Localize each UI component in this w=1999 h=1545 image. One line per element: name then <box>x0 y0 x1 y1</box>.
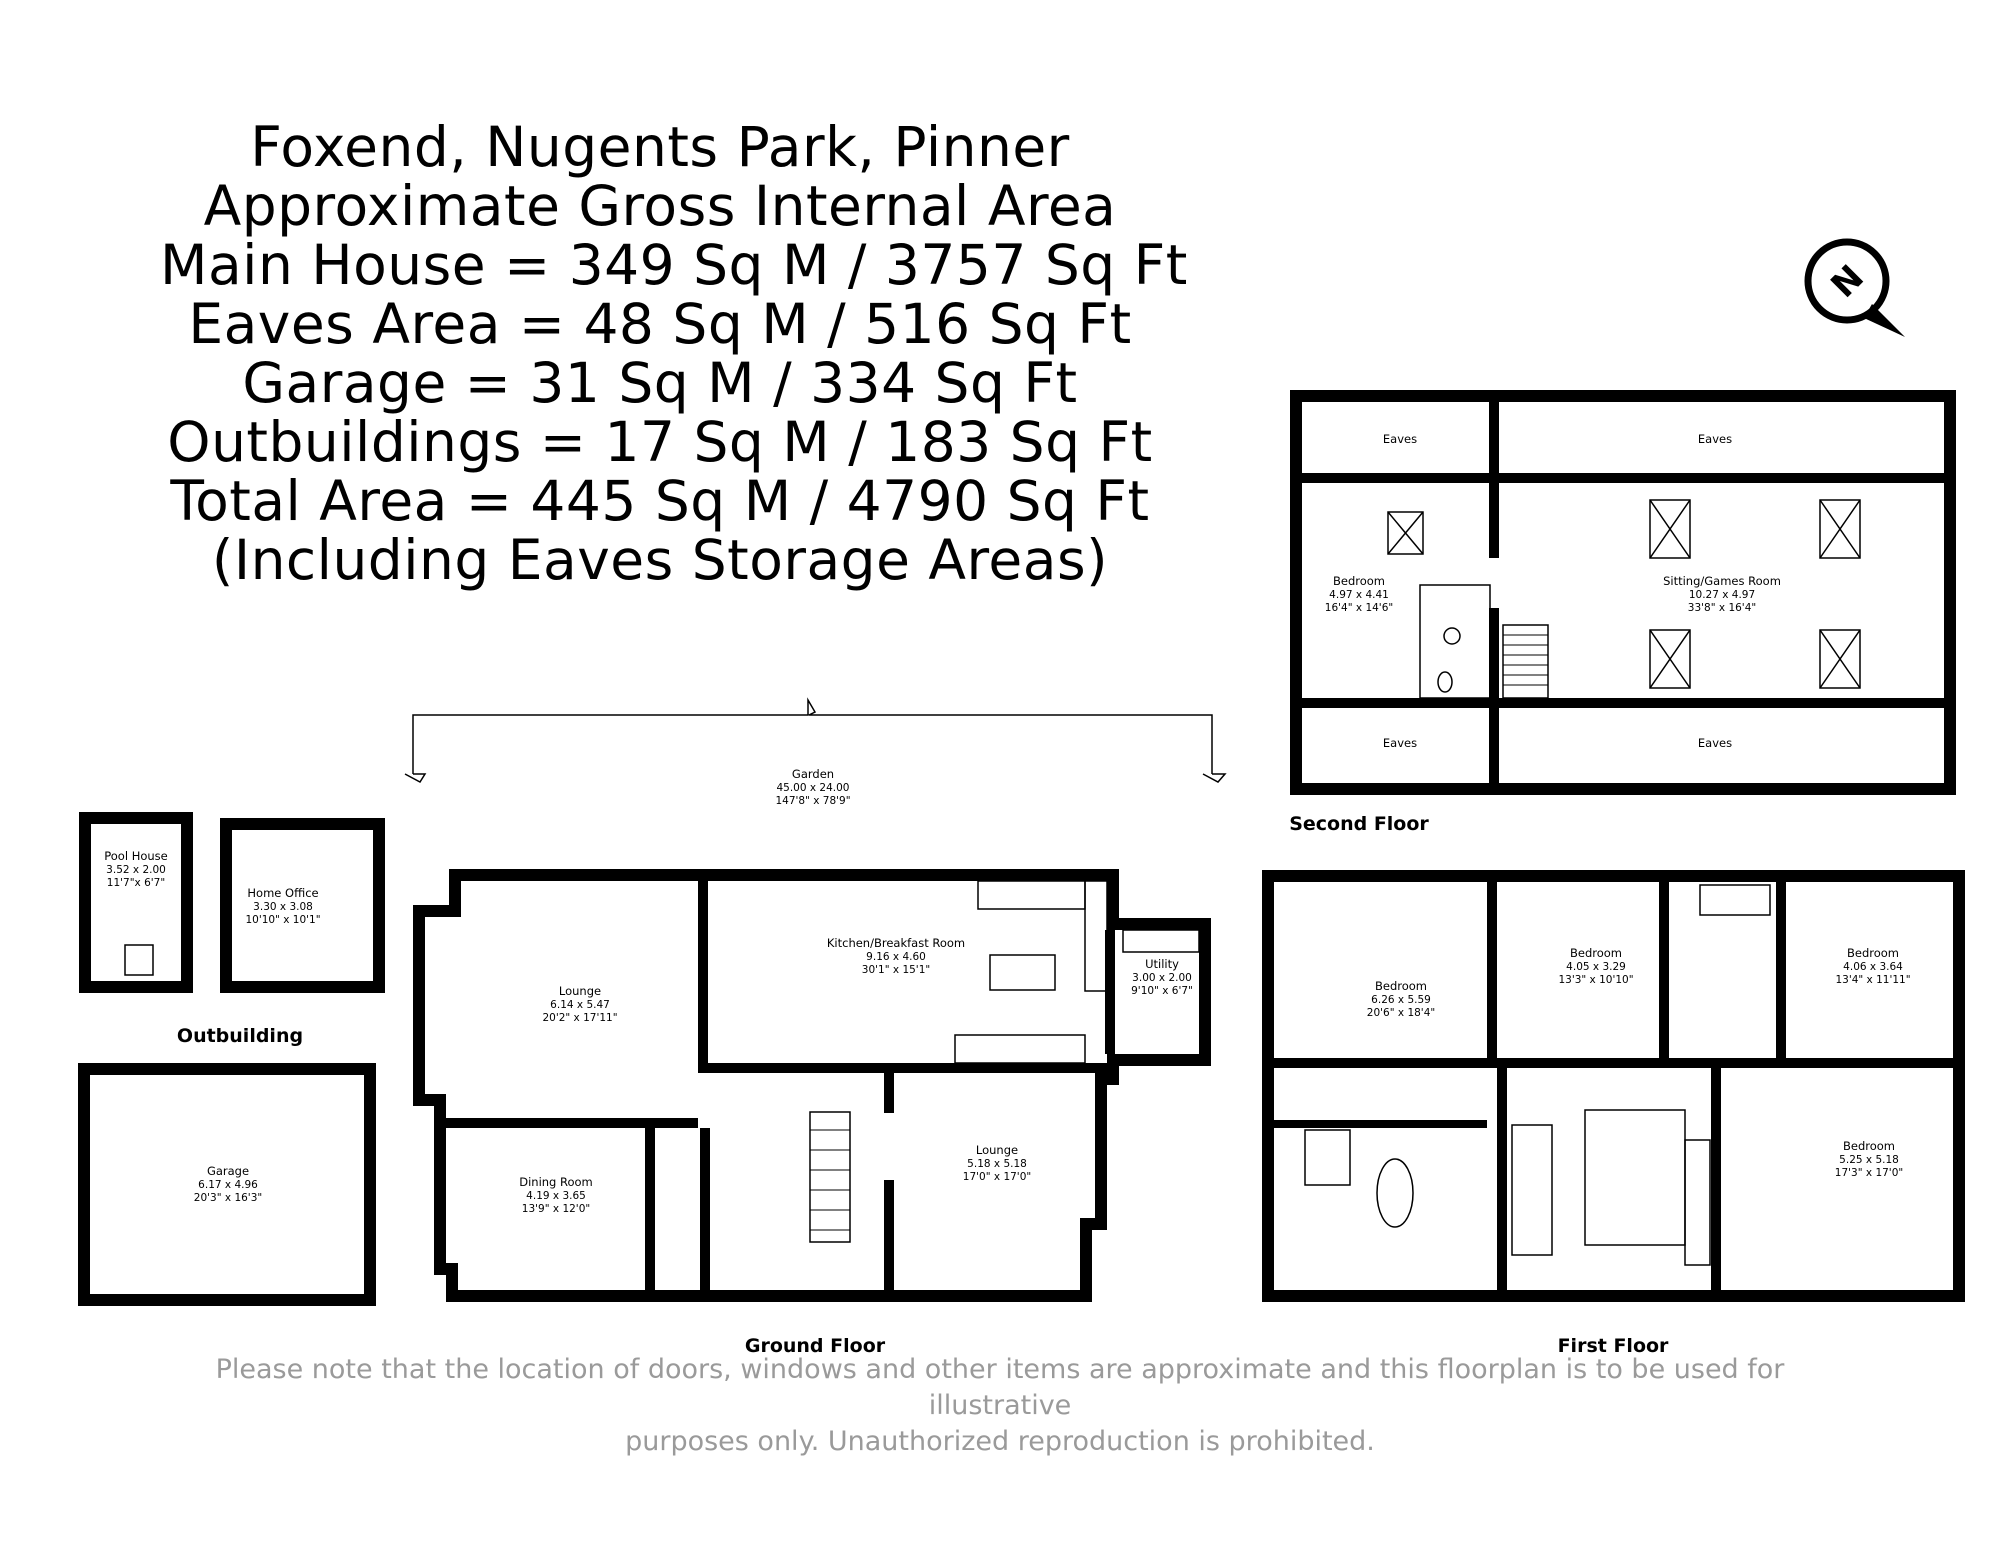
room-name: Bedroom <box>1332 574 1386 588</box>
room-name: Bedroom <box>1569 946 1623 960</box>
room-name: Utility <box>1145 957 1179 971</box>
room-name: Bedroom <box>1374 979 1428 993</box>
room-metric: 4.06 x 3.64 <box>1843 961 1903 973</box>
room-imperial: 20'2" x 17'11" <box>542 1012 618 1024</box>
second-floor-label: Second Floor <box>1289 813 1429 835</box>
ground-floor-label: Ground Floor <box>744 1335 886 1357</box>
first-floor-label: First Floor <box>1557 1335 1669 1357</box>
room-imperial: 16'4" x 14'6" <box>1324 602 1394 614</box>
eaves-label-2: Eaves <box>1697 432 1733 446</box>
room-imperial: 17'0" x 17'0" <box>962 1171 1032 1183</box>
room-imperial: 147'8" x 78'9" <box>775 795 851 807</box>
room-metric: 3.52 x 2.00 <box>106 864 166 876</box>
room-metric: 4.97 x 4.41 <box>1329 589 1389 601</box>
eaves-label-3: Eaves <box>1382 736 1418 750</box>
main-house-area: Main House = 349 Sq M / 3757 Sq Ft <box>160 233 1188 297</box>
room-name: Pool House <box>104 849 168 863</box>
room-name: Garden <box>791 767 835 781</box>
disclaimer-line-2: purposes only. Unauthorized reproduction is prohibited. <box>625 1426 1375 1457</box>
room-metric: 5.18 x 5.18 <box>967 1158 1027 1170</box>
room-imperial: 20'3" x 16'3" <box>193 1192 263 1204</box>
property-title: Foxend, Nugents Park, Pinner <box>250 115 1070 179</box>
room-imperial: 11'7"x 6'7" <box>106 877 166 889</box>
eaves-label-1: Eaves <box>1382 432 1418 446</box>
second-floor-plan <box>1290 390 1956 795</box>
room-metric: 6.26 x 5.59 <box>1371 994 1431 1006</box>
room-imperial: 33'8" x 16'4" <box>1687 602 1757 614</box>
room-name: Dining Room <box>519 1175 593 1189</box>
room-metric: 3.30 x 3.08 <box>253 901 313 913</box>
first-floor-plan <box>1262 870 1965 1302</box>
room-metric: 9.16 x 4.60 <box>866 951 926 963</box>
room-metric: 4.19 x 3.65 <box>526 1190 586 1202</box>
room-imperial: 30'1" x 15'1" <box>861 964 931 976</box>
eaves-area: Eaves Area = 48 Sq M / 516 Sq Ft <box>188 292 1132 356</box>
room-imperial: 13'3" x 10'10" <box>1558 974 1634 986</box>
room-metric: 3.00 x 2.00 <box>1132 972 1192 984</box>
eaves-label-4: Eaves <box>1697 736 1733 750</box>
total-area: Total Area = 445 Sq M / 4790 Sq Ft <box>170 469 1150 533</box>
room-imperial: 13'9" x 12'0" <box>521 1203 591 1215</box>
room-metric: 5.25 x 5.18 <box>1839 1154 1899 1166</box>
room-name: Lounge <box>558 984 602 998</box>
room-metric: 45.00 x 24.00 <box>776 782 850 794</box>
room-imperial: 17'3" x 17'0" <box>1834 1167 1904 1179</box>
room-name: Bedroom <box>1846 946 1900 960</box>
room-imperial: 9'10" x 6'7" <box>1131 985 1193 997</box>
room-metric: 6.17 x 4.96 <box>198 1179 258 1191</box>
room-name: Lounge <box>975 1143 1019 1157</box>
garage-plan <box>78 1063 376 1306</box>
eaves-note: (Including Eaves Storage Areas) <box>211 528 1109 592</box>
outbuilding-label: Outbuilding <box>176 1025 304 1047</box>
area-heading: Approximate Gross Internal Area <box>203 174 1117 238</box>
north-letter: N <box>1823 257 1872 306</box>
room-metric: 10.27 x 4.97 <box>1688 589 1756 601</box>
room-name: Kitchen/Breakfast Room <box>826 936 966 950</box>
room-imperial: 13'4" x 11'11" <box>1835 974 1911 986</box>
room-metric: 4.05 x 3.29 <box>1566 961 1626 973</box>
outbuildings-area: Outbuildings = 17 Sq M / 183 Sq Ft <box>167 410 1153 474</box>
north-compass-icon <box>1808 242 1905 337</box>
ground-floor-plan <box>405 700 1225 1302</box>
room-name: Bedroom <box>1842 1139 1896 1153</box>
room-name: Garage <box>206 1164 250 1178</box>
room-imperial: 10'10" x 10'1" <box>245 914 321 926</box>
disclaimer-line-1: Please note that the location of doors, windows and other items are approximate and this floorplan is to be used for illustrative <box>215 1354 1785 1421</box>
room-metric: 6.14 x 5.47 <box>550 999 610 1011</box>
room-imperial: 20'6" x 18'4" <box>1366 1007 1436 1019</box>
disclaimer <box>150 1352 1850 1460</box>
room-name: Sitting/Games Room <box>1663 574 1781 588</box>
outbuilding-plan <box>79 812 385 993</box>
room-name: Home Office <box>247 886 319 900</box>
garage-area: Garage = 31 Sq M / 334 Sq Ft <box>242 351 1078 415</box>
